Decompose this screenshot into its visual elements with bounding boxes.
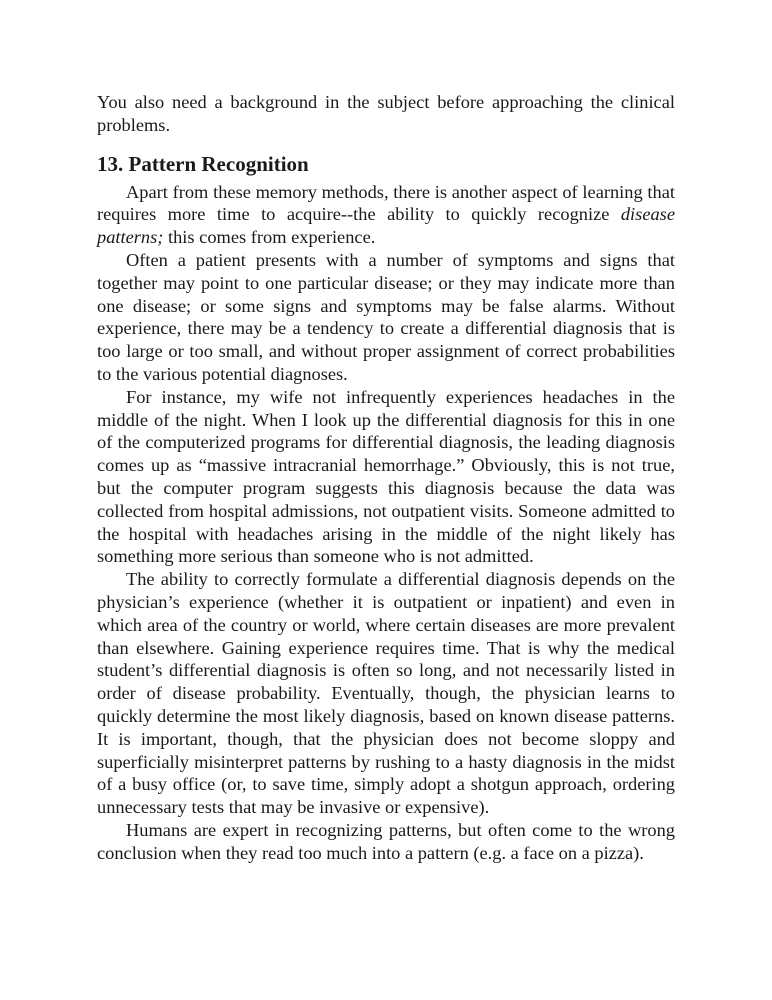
section-heading: 13. Pattern Recognition (97, 151, 309, 176)
paragraph-1-text: Apart from these memory methods, there is another aspect of learning that requires more time to acquire--the ability to quickly recognize (97, 181, 675, 225)
paragraph-1-emphasis: disease patterns; (97, 204, 675, 248)
paragraph-5: Humans are expert in recognizing patterns, but often come to the wrong conclusion when they read too much into a pattern (e.g. a face on a pizza). (97, 819, 675, 863)
intro-paragraph: You also need a background in the subject before approaching the clinical problems. (97, 92, 675, 135)
paragraph-3: For instance, my wife not infrequently experiences headaches in the middle of the night. When I look up the differential diagnosis for this in one of the computerized programs for differential diagnosis, the leading diagnosis comes up as “massive intracranial hemorrhage.” Obviously, this is not true, but the computer program suggests this diagnosis because the data was collected from hospital admissions, not outpatient visits. Someone admitted to the hospital with headaches arising in the middle of the night likely has something more serious than someone who is not admitted. (97, 386, 675, 567)
paragraph-1-text-end: this comes from experience. (163, 227, 376, 248)
document-page (97, 91, 675, 865)
paragraph-2: Often a patient presents with a number of symptoms and signs that together may point to one particular disease; or they may indicate more than one disease; or some signs and symptoms may be false alarms. Without experience, there may be a tendency to create a differential diagnosis that is too large or too small, and without proper assignment of correct probabilities to the various potential diagnoses. (97, 249, 675, 384)
paragraph-4: The ability to correctly formulate a differential diagnosis depends on the physician’s experience (whether it is outpatient or inpatient) and even in which area of the country or world, where certain diseases are more prevalent than elsewhere. Gaining experience requires time. That is why the medical student’s differential diagnosis is often so long, and not necessarily listed in order of disease probability. Eventually, though, the physician learns to quickly determine the most likely diagnosis, based on known disease patterns. It is important, though, that the physician does not become sloppy and superficially misinterpret patterns by rushing to a hasty diagnosis in the midst of a busy office (or, to save time, simply adopt a shotgun approach, ordering unnecessary tests that may be invasive or expensive). (97, 569, 675, 818)
paragraph-1 (97, 181, 675, 249)
